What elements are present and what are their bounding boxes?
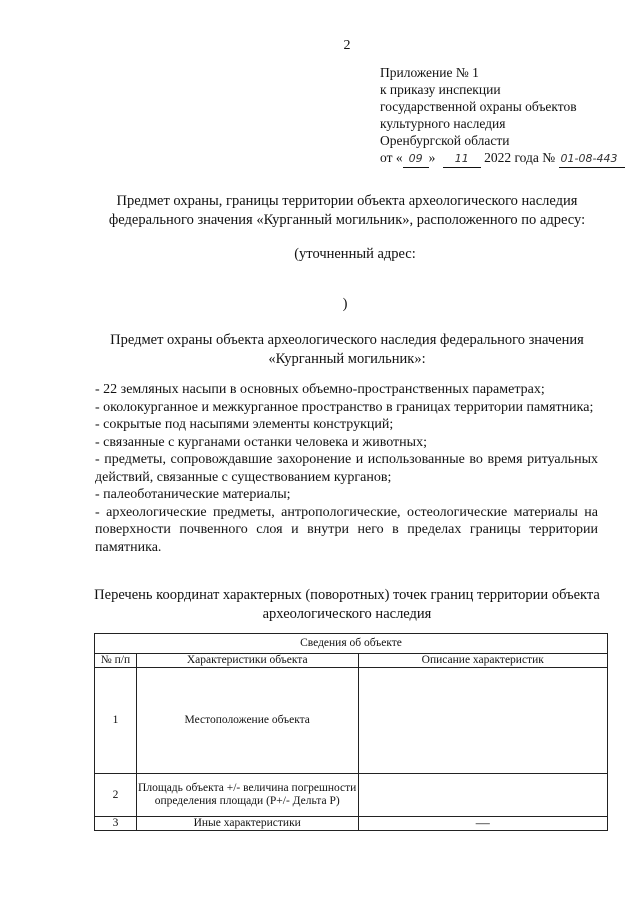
page-number: 2: [343, 38, 351, 53]
table-row: [95, 774, 608, 817]
list-item: - археологические предметы, антропологические, остеологические материалы на поверхности почвенного слоя и внутри него в пределах границы территории памятника.: [95, 504, 598, 555]
list-item: - связанные с курганами останки человека и животных;: [95, 434, 427, 450]
table-row: [95, 817, 608, 831]
object-info-table: [94, 633, 608, 831]
date-prefix: от «: [380, 150, 403, 165]
row-description: [358, 774, 608, 817]
table-caption: Сведения об объекте: [95, 634, 608, 654]
row-name: Местоположение объекта: [136, 668, 358, 774]
heading-protection-subject: Предмет охраны объекта археологического наследия федерального значения «Курганный могильник»:: [110, 332, 584, 367]
appendix-date-line: [380, 149, 625, 168]
list-item: - 22 земляных насыпи в основных объемно-пространственных параметрах;: [95, 382, 545, 397]
list-item: - предметы, сопровождавшие захоронение и использованные во время ритуальных действий, связанные с существованием курганов;: [95, 452, 598, 485]
heading-coordinates-list: Перечень координат характерных (поворотных) точек границ территории объекта археологического наследия: [94, 587, 600, 622]
list-item: - сокрытые под насыпями элементы конструкций;: [95, 417, 394, 432]
appendix-line-4: культурного наследия: [380, 116, 506, 131]
date-mid: »: [428, 150, 436, 165]
list-item: - околокурганное и межкурганное пространство в границах территории памятника;: [95, 399, 594, 415]
header-description: Описание характеристик: [358, 654, 608, 668]
date-month: 11: [443, 150, 481, 168]
address-note: (уточненный адрес:: [294, 246, 416, 262]
row-name: Площадь объекта +/- величина погрешности определения площади (Р+/- Дельта Р): [136, 774, 358, 817]
date-year: 2022 года №: [484, 150, 556, 165]
row-number: 1: [95, 668, 137, 774]
header-characteristics: Характеристики объекта: [136, 654, 358, 668]
appendix-header: [380, 64, 625, 168]
row-description: [358, 668, 608, 774]
row-name: Иные характеристики: [136, 817, 358, 831]
address-closing-paren: ): [342, 296, 348, 312]
date-day: 09: [403, 150, 429, 168]
appendix-line-3: государственной охраны объектов: [380, 99, 577, 114]
row-description: —: [358, 817, 608, 831]
appendix-line-2: к приказу инспекции: [380, 82, 501, 97]
header-number: № п/п: [95, 654, 137, 668]
row-number: 2: [95, 774, 137, 817]
list-item: - палеоботанические материалы;: [95, 487, 291, 502]
heading-subject-boundaries: Предмет охраны, границы территории объекта археологического наследия федерального значения «Курганный могильник», расположенного по адресу:: [108, 193, 586, 228]
row-number: 3: [95, 817, 137, 831]
table-row: [95, 668, 608, 774]
order-number: 01-08-443: [559, 150, 625, 168]
protection-items-list: [95, 381, 598, 556]
appendix-line-1: Приложение № 1: [380, 65, 479, 80]
appendix-line-5: Оренбургской области: [380, 133, 510, 148]
